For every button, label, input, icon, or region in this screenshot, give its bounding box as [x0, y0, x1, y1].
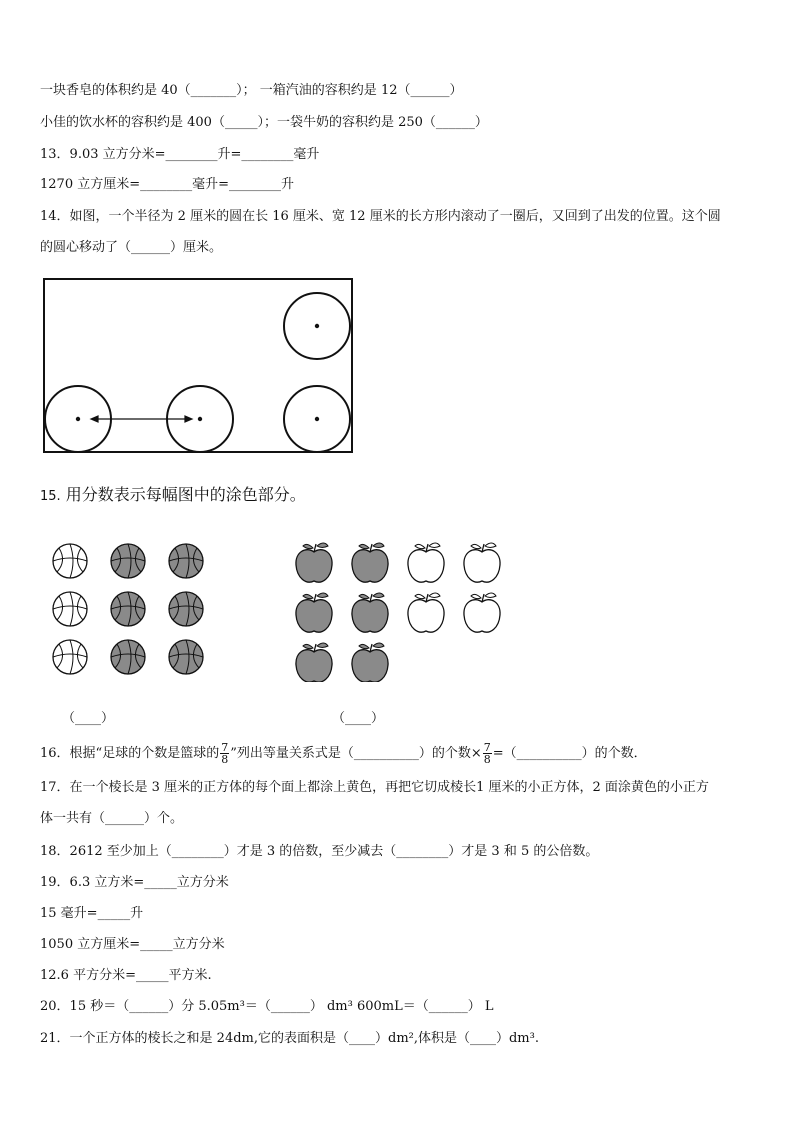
rectangle-circle-figure	[40, 275, 360, 455]
line-soap: 一块香皂的体积约是 40（_______）； 一箱汽油的容积约是 12（______）	[40, 83, 463, 98]
apple-shaded	[352, 543, 388, 582]
basketball-shaded	[111, 640, 145, 674]
question-14: 14．如图，一个半径为 2 厘米的圆在长 16 厘米、宽 12 厘米的长方形内滚动了一圈后，又回到了出发的位置。这个圆	[40, 209, 721, 224]
question-15-text: 用分数表示每幅图中的涂色部分。	[65, 485, 306, 504]
center-dot	[315, 324, 319, 328]
apple-shaded	[352, 593, 388, 632]
question-19-c: 1050 立方厘米=_____立方分米	[40, 937, 225, 952]
apple-plain	[408, 593, 444, 632]
question-17: 17．在一个棱长是 3 厘米的正方体的每个面上都涂上黄色，再把它切成棱长1 厘米的小正方体，2 面涂黄色的小正方	[40, 780, 709, 795]
question-21: 21．一个正方体的棱长之和是 24dm,它的表面积是（____）dm²,体积是（____）dm³.	[40, 1031, 539, 1046]
question-16	[40, 742, 647, 765]
center-dot	[76, 417, 80, 421]
question-19: 19．6.3 立方米=_____立方分米	[40, 875, 229, 890]
question-15	[40, 482, 306, 505]
apple-shaded	[296, 593, 332, 632]
apple-shaded	[296, 543, 332, 582]
center-dot	[198, 417, 202, 421]
answer-blank-left: （____）	[62, 711, 115, 726]
basketball-shaded	[169, 640, 203, 674]
apple-shaded	[296, 643, 332, 682]
question-19-d: 12.6 平方分米=_____平方米.	[40, 968, 212, 983]
basketball-shaded	[169, 592, 203, 626]
fraction-7-8: $\frac{7}{8}$	[221, 741, 229, 766]
basketball-figure	[45, 535, 215, 680]
question-20: 20．15 秒＝（______）分 5.05m³＝（______） dm³ 600mL＝（______） L	[40, 999, 494, 1014]
rectangle	[44, 279, 352, 452]
question-18: 18．2612 至少加上（________）才是 3 的倍数，至少减去（________）才是 3 和 5 的公倍数。	[40, 844, 599, 859]
answer-blank-right: （____）	[332, 711, 385, 726]
question-16-part-a: 16．根据“足球的个数是篮球的	[40, 746, 220, 761]
question-16-part-b: ”列出等量关系式是（__________）的个数×	[230, 746, 482, 761]
apple-plain	[408, 543, 444, 582]
center-dot	[315, 417, 319, 421]
basketball-plain	[53, 592, 87, 626]
apple-figure	[288, 532, 508, 682]
question-13-b: 1270 立方厘米=________毫升=________升	[40, 177, 295, 192]
basketball-shaded	[111, 544, 145, 578]
question-19-b: 15 毫升=_____升	[40, 906, 144, 921]
fraction-7-8: $\frac{7}{8}$	[483, 741, 491, 766]
basketball-shaded	[169, 544, 203, 578]
basketball-plain	[53, 544, 87, 578]
apple-plain	[464, 543, 500, 582]
question-15-number: 15.	[40, 489, 61, 504]
question-13: 13．9.03 立方分米=________升=________毫升	[40, 147, 320, 162]
double-arrow	[91, 416, 192, 422]
basketball-plain	[53, 640, 87, 674]
apple-plain	[464, 593, 500, 632]
question-14-b: 的圆心移动了（______）厘米。	[40, 240, 223, 255]
line-cup: 小佳的饮水杯的容积约是 400（_____）；一袋牛奶的容积约是 250（______）	[40, 115, 488, 130]
basketball-shaded	[111, 592, 145, 626]
question-16-part-c: =（__________）的个数．	[492, 746, 647, 761]
apple-shaded	[352, 643, 388, 682]
question-17-b: 体一共有（______）个。	[40, 811, 184, 826]
